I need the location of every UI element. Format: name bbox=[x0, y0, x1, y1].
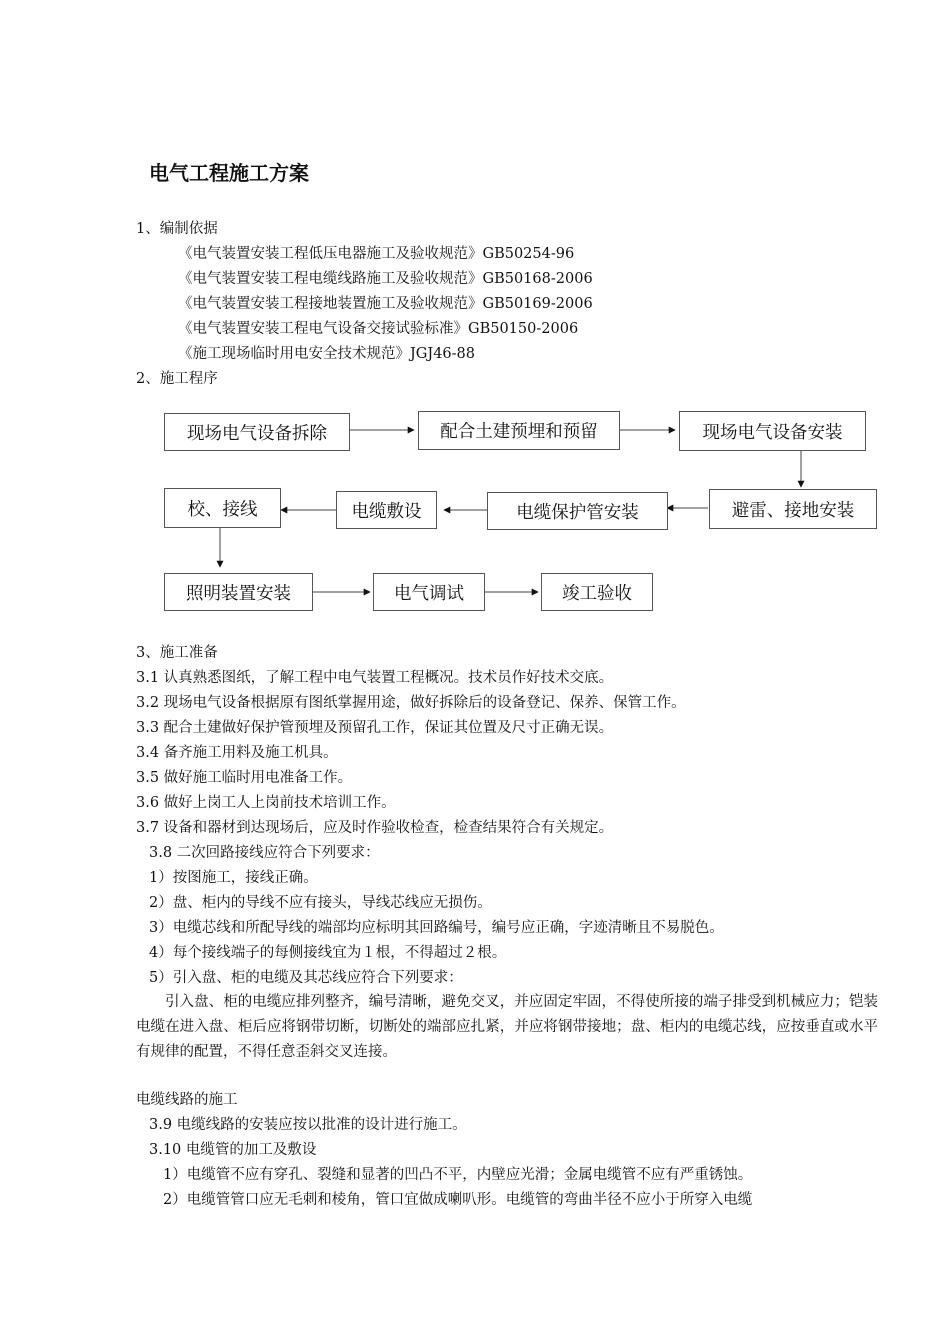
flow-step-equipment-install: 现场电气设备安装 bbox=[679, 411, 866, 451]
list-item: 3）电缆芯线和所配导线的端部均应标明其回路编号，编号应正确，字迹清晰且不易脱色。 bbox=[149, 920, 724, 936]
reference-item: 《电气装置安装工程接地装置施工及验收规范》GB50169-2006 bbox=[178, 296, 593, 312]
flow-step-conduit-install: 电缆保护管安装 bbox=[487, 492, 668, 530]
list-item: 3.3 配合土建做好保护管预埋及预留孔工作，保证其位置及尺寸正确无误。 bbox=[136, 720, 614, 736]
reference-item: 《施工现场临时用电安全技术规范》JGJ46-88 bbox=[178, 346, 476, 362]
section-1-heading: 1、编制依据 bbox=[136, 221, 218, 237]
flow-step-lighting-install: 照明装置安装 bbox=[164, 573, 313, 611]
list-item: 3.1 认真熟悉图纸，了解工程中电气装置工程概况。技术员作好技术交底。 bbox=[136, 670, 614, 686]
list-item: 2）盘、柜内的导线不应有接头，导线芯线应无损伤。 bbox=[149, 895, 492, 911]
list-item: 2）电缆管管口应无毛刺和棱角，管口宜做成喇叭形。电缆管的弯曲半径不应小于所穿入电缆 bbox=[163, 1192, 753, 1208]
flow-step-cable-laying: 电缆敷设 bbox=[336, 491, 437, 529]
reference-item: 《电气装置安装工程电气设备交接试验标准》GB50150-2006 bbox=[178, 321, 579, 337]
reference-item: 《电气装置安装工程电缆线路施工及验收规范》GB50168-2006 bbox=[178, 271, 593, 287]
list-item: 3.4 备齐施工用料及施工机具。 bbox=[136, 745, 338, 761]
list-item: 3.2 现场电气设备根据原有图纸掌握用途，做好拆除后的设备登记、保养、保管工作。 bbox=[136, 695, 686, 711]
list-item: 1）按图施工，接线正确。 bbox=[149, 870, 318, 886]
reference-item: 《电气装置安装工程低压电器施工及验收规范》GB50254-96 bbox=[178, 246, 575, 262]
page-title: 电气工程施工方案 bbox=[149, 161, 309, 185]
flow-step-wiring: 校、接线 bbox=[164, 488, 281, 528]
flow-step-embedding: 配合土建预埋和预留 bbox=[418, 411, 620, 450]
subsection-3-10-heading: 3.10 电缆管的加工及敷设 bbox=[149, 1142, 317, 1158]
list-item: 3.9 电缆线路的安装应按以批准的设计进行施工。 bbox=[149, 1117, 467, 1133]
body-paragraph: 引入盘、柜的电缆应排列整齐，编号清晰，避免交叉，并应固定牢固，不得使所接的端子排受到机械应力；铠装电缆在进入盘、柜后应将钢带切断，切断处的端部应扎紧，并应将钢带接地；盘、柜内的电缆芯线，应按垂直或水平有规律的配置，不得任意歪斜交叉连接。 bbox=[136, 994, 878, 1060]
list-item: 1）电缆管不应有穿孔、裂缝和显著的凹凸不平，内壁应光滑；金属电缆管不应有严重锈蚀。 bbox=[163, 1167, 753, 1183]
list-item: 5）引入盘、柜的电缆及其芯线应符合下列要求： bbox=[149, 970, 463, 986]
list-item: 3.5 做好施工临时用电准备工作。 bbox=[136, 770, 353, 786]
cable-section-heading: 电缆线路的施工 bbox=[136, 1092, 238, 1108]
flow-step-acceptance: 竣工验收 bbox=[541, 573, 653, 611]
list-item: 3.7 设备和器材到达现场后，应及时作验收检查，检查结果符合有关规定。 bbox=[136, 820, 614, 836]
flow-step-commissioning: 电气调试 bbox=[373, 573, 485, 611]
flow-step-lightning-grounding: 避雷、接地安装 bbox=[709, 489, 877, 529]
subsection-3-8-heading: 3.8 二次回路接线应符合下列要求： bbox=[149, 845, 380, 861]
list-item: 3.6 做好上岗工人上岗前技术培训工作。 bbox=[136, 795, 396, 811]
flow-step-dismantle: 现场电气设备拆除 bbox=[164, 413, 350, 451]
section-2-heading: 2、施工程序 bbox=[136, 371, 218, 387]
section-3-heading: 3、施工准备 bbox=[136, 645, 218, 661]
list-item: 4）每个接线端子的每侧接线宜为１根，不得超过２根。 bbox=[149, 945, 507, 961]
